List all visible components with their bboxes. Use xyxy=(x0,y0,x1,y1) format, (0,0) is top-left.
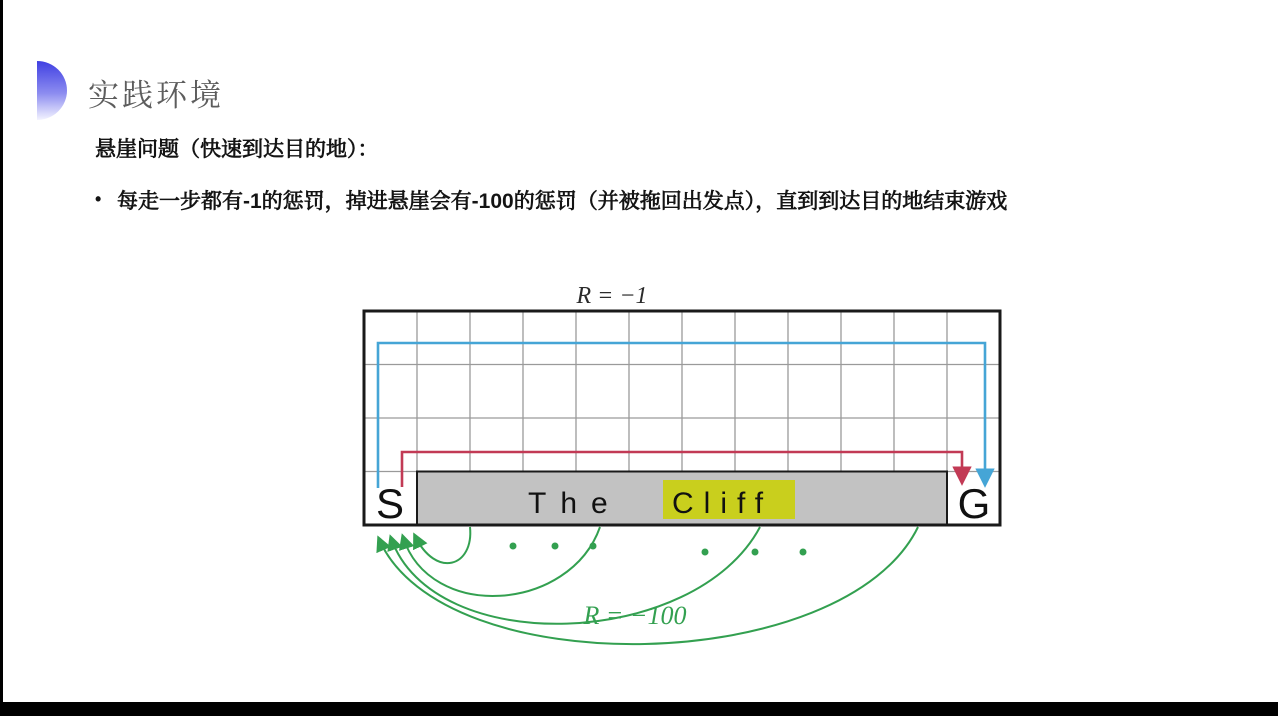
goal-cell-label: G xyxy=(957,480,991,527)
bullet-text: 每走一步都有-1的惩罚，掉进悬崖会有-100的惩罚（并被拖回出发点），直到到达目的地结束游戏 xyxy=(117,190,1008,213)
bullet-item xyxy=(95,185,1225,215)
page-title: 实践环境 xyxy=(88,78,224,113)
ellipsis-dots xyxy=(510,543,807,556)
cliff-word-the: The xyxy=(528,487,622,520)
penalty-arc-3 xyxy=(391,527,760,624)
letterbox-left xyxy=(0,0,3,716)
step-reward-label: R = −1 xyxy=(576,283,648,309)
title-accent-shape xyxy=(37,61,67,120)
cliff-walking-diagram xyxy=(350,275,1020,665)
bullet-marker: • xyxy=(95,189,102,209)
cliff-reward-label: R = −100 xyxy=(583,601,687,630)
start-cell-label: S xyxy=(375,480,405,527)
cliff-word-cliff: Cliff xyxy=(672,487,774,520)
problem-subtitle: 悬崖问题（快速到达目的地）： xyxy=(95,138,379,161)
letterbox-bottom xyxy=(0,702,1278,716)
penalty-arc-2 xyxy=(403,527,600,596)
penalty-arc-1 xyxy=(415,527,470,563)
